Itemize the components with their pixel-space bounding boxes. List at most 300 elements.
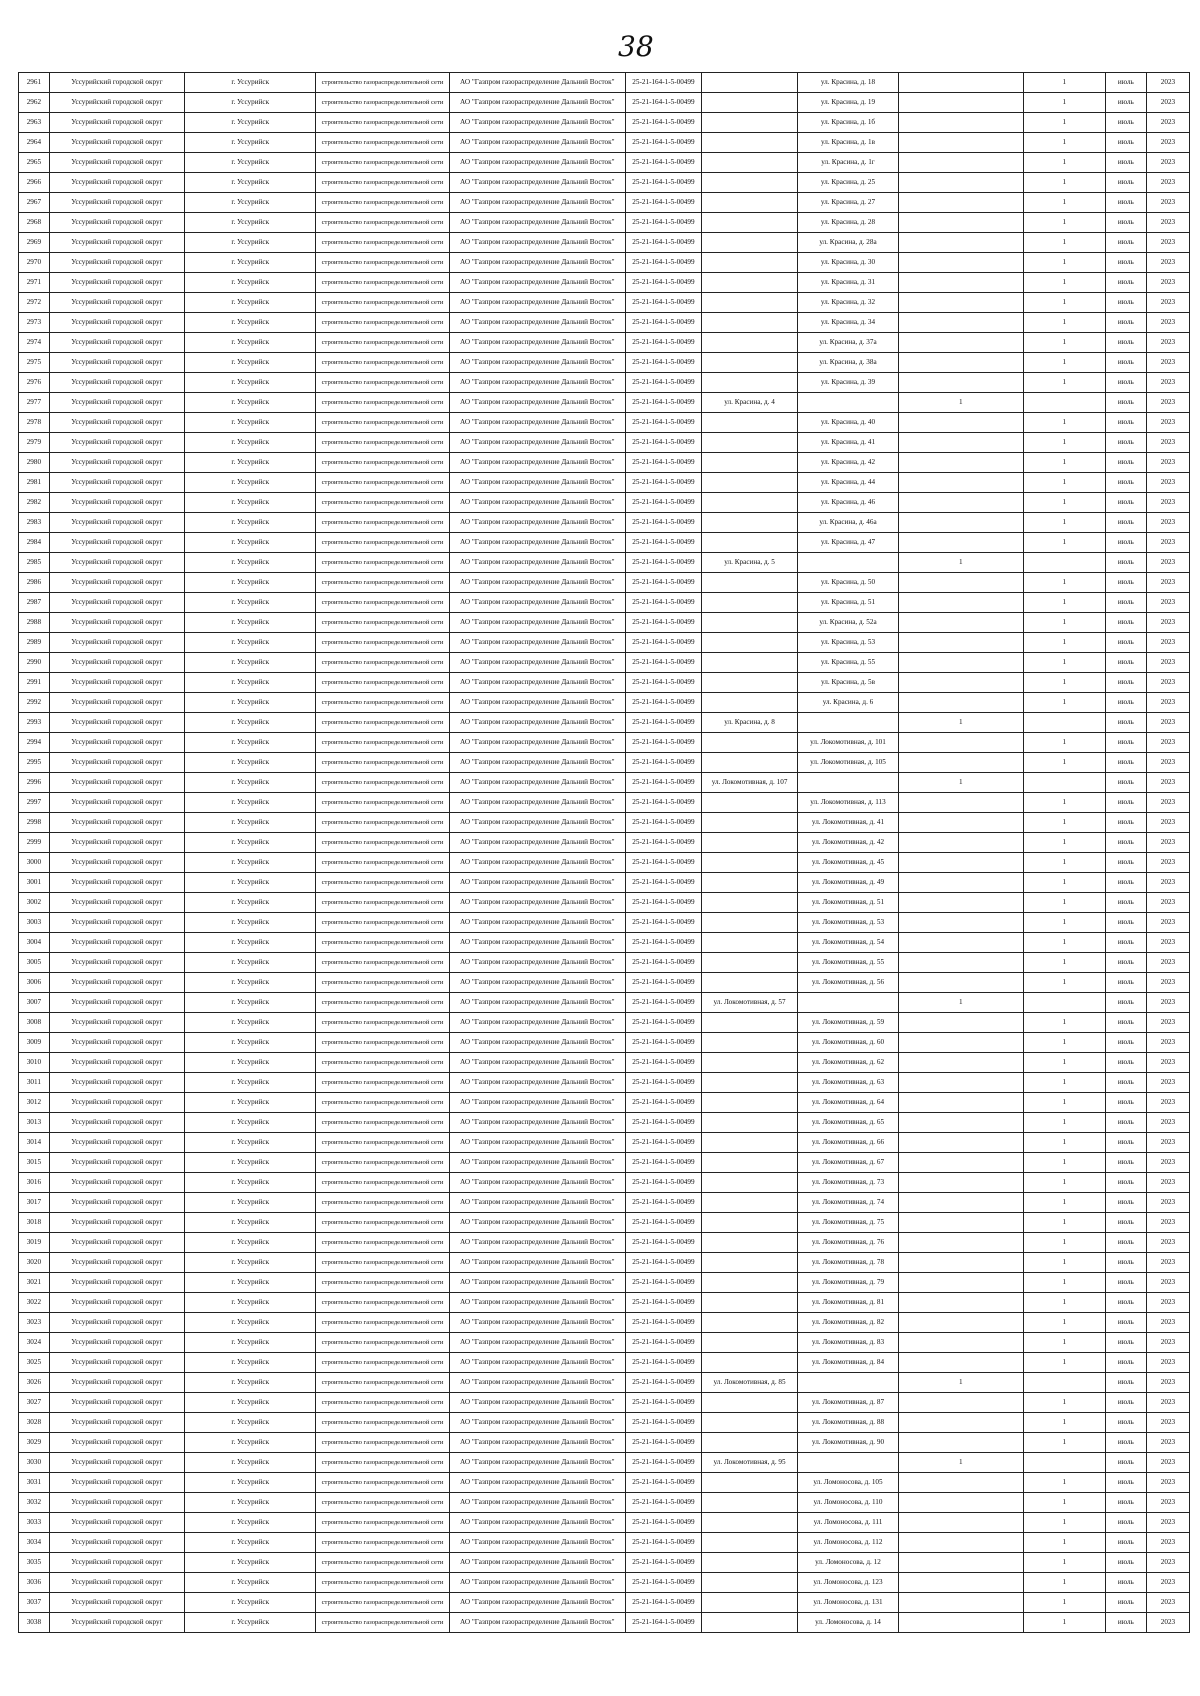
work-type-cell: строительство газораспределительной сети — [316, 173, 449, 193]
row-number: 2994 — [19, 733, 50, 753]
row-number: 3018 — [19, 1213, 50, 1233]
organization-cell: АО "Газпром газораспределение Дальний Восток" — [449, 1093, 625, 1113]
address-a-cell — [701, 93, 797, 113]
organization-cell: АО "Газпром газораспределение Дальний Восток" — [449, 913, 625, 933]
address-a-cell — [701, 1173, 797, 1193]
row-number: 3001 — [19, 873, 50, 893]
work-type-cell: строительство газораспределительной сети — [316, 1493, 449, 1513]
address-b-cell: ул. Красина, д. 40 — [798, 413, 898, 433]
address-b-cell: ул. Красина, д. 47 — [798, 533, 898, 553]
count-b-cell: 1 — [1023, 1313, 1105, 1333]
registry-table — [18, 72, 1190, 1633]
work-type-cell: строительство газораспределительной сети — [316, 1213, 449, 1233]
organization-cell: АО "Газпром газораспределение Дальний Восток" — [449, 653, 625, 673]
district-cell: Уссурийский городской округ — [49, 1313, 184, 1333]
district-cell: Уссурийский городской округ — [49, 1433, 184, 1453]
address-b-cell: ул. Красина, д. 18 — [798, 73, 898, 93]
year-cell: 2023 — [1146, 73, 1189, 93]
work-type-cell: строительство газораспределительной сети — [316, 993, 449, 1013]
city-cell: г. Уссурийск — [185, 1193, 316, 1213]
count-b-cell: 1 — [1023, 833, 1105, 853]
row-number: 2987 — [19, 593, 50, 613]
count-a-cell — [898, 1233, 1023, 1253]
count-a-cell — [898, 853, 1023, 873]
row-number: 2964 — [19, 133, 50, 153]
month-cell: июль — [1105, 913, 1146, 933]
work-type-cell: строительство газораспределительной сети — [316, 1153, 449, 1173]
address-b-cell: ул. Красина, д. 52а — [798, 613, 898, 633]
count-b-cell: 1 — [1023, 73, 1105, 93]
district-cell: Уссурийский городской округ — [49, 953, 184, 973]
year-cell: 2023 — [1146, 1153, 1189, 1173]
address-a-cell — [701, 633, 797, 653]
row-number: 3004 — [19, 933, 50, 953]
year-cell: 2023 — [1146, 673, 1189, 693]
address-a-cell — [701, 493, 797, 513]
city-cell: г. Уссурийск — [185, 1213, 316, 1233]
address-b-cell: ул. Красина, д. 30 — [798, 253, 898, 273]
table-row — [19, 1433, 1190, 1453]
year-cell: 2023 — [1146, 193, 1189, 213]
work-type-cell: строительство газораспределительной сети — [316, 673, 449, 693]
address-b-cell: ул. Локомотивная, д. 55 — [798, 953, 898, 973]
month-cell: июль — [1105, 1073, 1146, 1093]
year-cell: 2023 — [1146, 773, 1189, 793]
count-b-cell: 1 — [1023, 413, 1105, 433]
table-row — [19, 293, 1190, 313]
count-b-cell: 1 — [1023, 1393, 1105, 1413]
row-number: 2979 — [19, 433, 50, 453]
address-b-cell: ул. Красина, д. 55 — [798, 653, 898, 673]
count-a-cell — [898, 1253, 1023, 1273]
organization-cell: АО "Газпром газораспределение Дальний Восток" — [449, 1173, 625, 1193]
address-b-cell: ул. Локомотивная, д. 113 — [798, 793, 898, 813]
district-cell: Уссурийский городской округ — [49, 1113, 184, 1133]
city-cell: г. Уссурийск — [185, 473, 316, 493]
address-a-cell — [701, 1013, 797, 1033]
city-cell: г. Уссурийск — [185, 333, 316, 353]
work-type-cell: строительство газораспределительной сети — [316, 873, 449, 893]
district-cell: Уссурийский городской округ — [49, 373, 184, 393]
month-cell: июль — [1105, 213, 1146, 233]
work-type-cell: строительство газораспределительной сети — [316, 1013, 449, 1033]
row-number: 3028 — [19, 1413, 50, 1433]
count-b-cell: 1 — [1023, 233, 1105, 253]
work-type-cell: строительство газораспределительной сети — [316, 1033, 449, 1053]
organization-cell: АО "Газпром газораспределение Дальний Восток" — [449, 853, 625, 873]
district-cell: Уссурийский городской округ — [49, 1133, 184, 1153]
count-b-cell: 1 — [1023, 653, 1105, 673]
address-b-cell: ул. Красина, д. 46а — [798, 513, 898, 533]
address-a-cell — [701, 1133, 797, 1153]
work-type-cell: строительство газораспределительной сети — [316, 213, 449, 233]
address-a-cell — [701, 673, 797, 693]
count-a-cell — [898, 793, 1023, 813]
address-b-cell: ул. Локомотивная, д. 76 — [798, 1233, 898, 1253]
row-number: 3008 — [19, 1013, 50, 1033]
district-cell: Уссурийский городской округ — [49, 613, 184, 633]
row-number: 2991 — [19, 673, 50, 693]
district-cell: Уссурийский городской округ — [49, 593, 184, 613]
count-b-cell: 1 — [1023, 973, 1105, 993]
city-cell: г. Уссурийск — [185, 93, 316, 113]
organization-cell: АО "Газпром газораспределение Дальний Восток" — [449, 173, 625, 193]
count-b-cell: 1 — [1023, 1493, 1105, 1513]
address-a-cell — [701, 1353, 797, 1373]
registration-number-cell: 25-21-164-1-5-00499 — [626, 733, 702, 753]
city-cell: г. Уссурийск — [185, 1053, 316, 1073]
month-cell: июль — [1105, 433, 1146, 453]
year-cell: 2023 — [1146, 1393, 1189, 1413]
organization-cell: АО "Газпром газораспределение Дальний Восток" — [449, 1333, 625, 1353]
address-b-cell: ул. Локомотивная, д. 53 — [798, 913, 898, 933]
month-cell: июль — [1105, 793, 1146, 813]
work-type-cell: строительство газораспределительной сети — [316, 513, 449, 533]
district-cell: Уссурийский городской округ — [49, 1613, 184, 1633]
table-row — [19, 1533, 1190, 1553]
registration-number-cell: 25-21-164-1-5-00499 — [626, 253, 702, 273]
table-row — [19, 773, 1190, 793]
year-cell: 2023 — [1146, 293, 1189, 313]
organization-cell: АО "Газпром газораспределение Дальний Восток" — [449, 993, 625, 1013]
row-number: 3030 — [19, 1453, 50, 1473]
district-cell: Уссурийский городской округ — [49, 1253, 184, 1273]
address-b-cell: ул. Локомотивная, д. 83 — [798, 1333, 898, 1353]
table-row — [19, 733, 1190, 753]
organization-cell: АО "Газпром газораспределение Дальний Восток" — [449, 933, 625, 953]
table-row — [19, 753, 1190, 773]
address-a-cell — [701, 1233, 797, 1253]
count-a-cell: 1 — [898, 1373, 1023, 1393]
count-b-cell — [1023, 773, 1105, 793]
district-cell: Уссурийский городской округ — [49, 1293, 184, 1313]
year-cell: 2023 — [1146, 413, 1189, 433]
registration-number-cell: 25-21-164-1-5-00499 — [626, 773, 702, 793]
registration-number-cell: 25-21-164-1-5-00499 — [626, 693, 702, 713]
registration-number-cell: 25-21-164-1-5-00499 — [626, 493, 702, 513]
year-cell: 2023 — [1146, 593, 1189, 613]
month-cell: июль — [1105, 233, 1146, 253]
district-cell: Уссурийский городской округ — [49, 553, 184, 573]
month-cell: июль — [1105, 993, 1146, 1013]
count-b-cell: 1 — [1023, 1073, 1105, 1093]
address-a-cell — [701, 293, 797, 313]
row-number: 3034 — [19, 1533, 50, 1553]
address-a-cell — [701, 173, 797, 193]
address-b-cell: ул. Красина, д. 25 — [798, 173, 898, 193]
count-a-cell — [898, 1353, 1023, 1373]
city-cell: г. Уссурийск — [185, 593, 316, 613]
address-a-cell — [701, 973, 797, 993]
city-cell: г. Уссурийск — [185, 973, 316, 993]
year-cell: 2023 — [1146, 1473, 1189, 1493]
address-b-cell: ул. Локомотивная, д. 60 — [798, 1033, 898, 1053]
organization-cell: АО "Газпром газораспределение Дальний Восток" — [449, 573, 625, 593]
count-a-cell — [898, 273, 1023, 293]
count-a-cell — [898, 833, 1023, 853]
year-cell: 2023 — [1146, 933, 1189, 953]
city-cell: г. Уссурийск — [185, 433, 316, 453]
table-row — [19, 1613, 1190, 1633]
city-cell: г. Уссурийск — [185, 1553, 316, 1573]
organization-cell: АО "Газпром газораспределение Дальний Восток" — [449, 1073, 625, 1093]
registration-number-cell: 25-21-164-1-5-00499 — [626, 333, 702, 353]
work-type-cell: строительство газораспределительной сети — [316, 293, 449, 313]
count-a-cell — [898, 1333, 1023, 1353]
table-row — [19, 1233, 1190, 1253]
year-cell: 2023 — [1146, 693, 1189, 713]
city-cell: г. Уссурийск — [185, 1373, 316, 1393]
city-cell: г. Уссурийск — [185, 1313, 316, 1333]
organization-cell: АО "Газпром газораспределение Дальний Восток" — [449, 1233, 625, 1253]
address-a-cell — [701, 1473, 797, 1493]
organization-cell: АО "Газпром газораспределение Дальний Восток" — [449, 313, 625, 333]
row-number: 3020 — [19, 1253, 50, 1273]
month-cell: июль — [1105, 1593, 1146, 1613]
row-number: 3007 — [19, 993, 50, 1013]
count-a-cell — [898, 513, 1023, 533]
city-cell: г. Уссурийск — [185, 233, 316, 253]
address-a-cell — [701, 153, 797, 173]
count-a-cell — [898, 933, 1023, 953]
address-b-cell: ул. Локомотивная, д. 51 — [798, 893, 898, 913]
table-row — [19, 653, 1190, 673]
address-b-cell: ул. Локомотивная, д. 42 — [798, 833, 898, 853]
district-cell: Уссурийский городской округ — [49, 213, 184, 233]
address-b-cell: ул. Локомотивная, д. 90 — [798, 1433, 898, 1453]
year-cell: 2023 — [1146, 313, 1189, 333]
district-cell: Уссурийский городской округ — [49, 1033, 184, 1053]
count-a-cell — [898, 673, 1023, 693]
work-type-cell: строительство газораспределительной сети — [316, 553, 449, 573]
address-a-cell: ул. Красина, д. 4 — [701, 393, 797, 413]
organization-cell: АО "Газпром газораспределение Дальний Восток" — [449, 1613, 625, 1633]
month-cell: июль — [1105, 713, 1146, 733]
month-cell: июль — [1105, 753, 1146, 773]
registration-number-cell: 25-21-164-1-5-00499 — [626, 1393, 702, 1413]
count-b-cell: 1 — [1023, 1013, 1105, 1033]
year-cell: 2023 — [1146, 113, 1189, 133]
district-cell: Уссурийский городской округ — [49, 1513, 184, 1533]
table-row — [19, 1193, 1190, 1213]
registration-number-cell: 25-21-164-1-5-00499 — [626, 1133, 702, 1153]
registration-number-cell: 25-21-164-1-5-00499 — [626, 753, 702, 773]
registration-number-cell: 25-21-164-1-5-00499 — [626, 153, 702, 173]
table-row — [19, 553, 1190, 573]
month-cell: июль — [1105, 313, 1146, 333]
organization-cell: АО "Газпром газораспределение Дальний Восток" — [449, 633, 625, 653]
count-b-cell: 1 — [1023, 213, 1105, 233]
table-row — [19, 253, 1190, 273]
year-cell: 2023 — [1146, 493, 1189, 513]
organization-cell: АО "Газпром газораспределение Дальний Восток" — [449, 1013, 625, 1033]
city-cell: г. Уссурийск — [185, 73, 316, 93]
count-a-cell — [898, 93, 1023, 113]
work-type-cell: строительство газораспределительной сети — [316, 593, 449, 613]
address-a-cell — [701, 613, 797, 633]
city-cell: г. Уссурийск — [185, 1393, 316, 1413]
table-row — [19, 813, 1190, 833]
registration-number-cell: 25-21-164-1-5-00499 — [626, 133, 702, 153]
table-row — [19, 393, 1190, 413]
district-cell: Уссурийский городской округ — [49, 413, 184, 433]
address-a-cell — [701, 433, 797, 453]
address-a-cell — [701, 1393, 797, 1413]
address-b-cell: ул. Ломоносова, д. 105 — [798, 1473, 898, 1493]
organization-cell: АО "Газпром газораспределение Дальний Восток" — [449, 493, 625, 513]
count-a-cell — [898, 1013, 1023, 1033]
organization-cell: АО "Газпром газораспределение Дальний Восток" — [449, 1453, 625, 1473]
organization-cell: АО "Газпром газораспределение Дальний Восток" — [449, 1553, 625, 1573]
address-b-cell: ул. Локомотивная, д. 59 — [798, 1013, 898, 1033]
count-b-cell: 1 — [1023, 1353, 1105, 1373]
table-row — [19, 1133, 1190, 1153]
work-type-cell: строительство газораспределительной сети — [316, 913, 449, 933]
count-b-cell: 1 — [1023, 1333, 1105, 1353]
work-type-cell: строительство газораспределительной сети — [316, 1573, 449, 1593]
registration-number-cell: 25-21-164-1-5-00499 — [626, 713, 702, 733]
work-type-cell: строительство газораспределительной сети — [316, 273, 449, 293]
address-b-cell: ул. Ломоносова, д. 12 — [798, 1553, 898, 1573]
row-number: 2963 — [19, 113, 50, 133]
address-a-cell — [701, 193, 797, 213]
work-type-cell: строительство газораспределительной сети — [316, 713, 449, 733]
count-b-cell: 1 — [1023, 1193, 1105, 1213]
city-cell: г. Уссурийск — [185, 413, 316, 433]
month-cell: июль — [1105, 1493, 1146, 1513]
count-b-cell: 1 — [1023, 573, 1105, 593]
count-b-cell: 1 — [1023, 513, 1105, 533]
year-cell: 2023 — [1146, 1353, 1189, 1373]
table-row — [19, 1413, 1190, 1433]
count-b-cell: 1 — [1023, 593, 1105, 613]
address-a-cell — [701, 1533, 797, 1553]
address-b-cell: ул. Локомотивная, д. 82 — [798, 1313, 898, 1333]
table-row — [19, 1493, 1190, 1513]
district-cell: Уссурийский городской округ — [49, 273, 184, 293]
month-cell: июль — [1105, 293, 1146, 313]
year-cell: 2023 — [1146, 1273, 1189, 1293]
address-a-cell — [701, 113, 797, 133]
work-type-cell: строительство газораспределительной сети — [316, 1333, 449, 1353]
organization-cell: АО "Газпром газораспределение Дальний Восток" — [449, 773, 625, 793]
year-cell: 2023 — [1146, 173, 1189, 193]
table-row — [19, 413, 1190, 433]
registration-number-cell: 25-21-164-1-5-00499 — [626, 1433, 702, 1453]
count-a-cell — [898, 1593, 1023, 1613]
city-cell: г. Уссурийск — [185, 533, 316, 553]
district-cell: Уссурийский городской округ — [49, 653, 184, 673]
district-cell: Уссурийский городской округ — [49, 793, 184, 813]
table-row — [19, 993, 1190, 1013]
row-number: 3023 — [19, 1313, 50, 1333]
city-cell: г. Уссурийск — [185, 353, 316, 373]
work-type-cell: строительство газораспределительной сети — [316, 233, 449, 253]
year-cell: 2023 — [1146, 1013, 1189, 1033]
count-b-cell: 1 — [1023, 613, 1105, 633]
organization-cell: АО "Газпром газораспределение Дальний Восток" — [449, 1433, 625, 1453]
city-cell: г. Уссурийск — [185, 113, 316, 133]
count-b-cell: 1 — [1023, 1053, 1105, 1073]
address-b-cell: ул. Локомотивная, д. 74 — [798, 1193, 898, 1213]
table-row — [19, 1073, 1190, 1093]
count-b-cell: 1 — [1023, 193, 1105, 213]
count-b-cell: 1 — [1023, 313, 1105, 333]
count-b-cell: 1 — [1023, 1473, 1105, 1493]
registration-number-cell: 25-21-164-1-5-00499 — [626, 1333, 702, 1353]
district-cell: Уссурийский городской округ — [49, 853, 184, 873]
year-cell: 2023 — [1146, 233, 1189, 253]
city-cell: г. Уссурийск — [185, 173, 316, 193]
district-cell: Уссурийский городской округ — [49, 333, 184, 353]
district-cell: Уссурийский городской округ — [49, 293, 184, 313]
address-a-cell — [701, 1153, 797, 1173]
work-type-cell: строительство газораспределительной сети — [316, 1273, 449, 1293]
work-type-cell: строительство газораспределительной сети — [316, 533, 449, 553]
organization-cell: АО "Газпром газораспределение Дальний Восток" — [449, 213, 625, 233]
registration-number-cell: 25-21-164-1-5-00499 — [626, 433, 702, 453]
year-cell: 2023 — [1146, 1073, 1189, 1093]
organization-cell: АО "Газпром газораспределение Дальний Восток" — [449, 1513, 625, 1533]
row-number: 3016 — [19, 1173, 50, 1193]
work-type-cell: строительство газораспределительной сети — [316, 1193, 449, 1213]
table-row — [19, 193, 1190, 213]
year-cell: 2023 — [1146, 433, 1189, 453]
count-a-cell — [898, 1393, 1023, 1413]
district-cell: Уссурийский городской округ — [49, 473, 184, 493]
registration-number-cell: 25-21-164-1-5-00499 — [626, 1573, 702, 1593]
count-a-cell — [898, 533, 1023, 553]
district-cell: Уссурийский городской округ — [49, 1353, 184, 1373]
district-cell: Уссурийский городской округ — [49, 193, 184, 213]
table-row — [19, 1593, 1190, 1613]
address-a-cell — [701, 1493, 797, 1513]
count-a-cell — [898, 1413, 1023, 1433]
organization-cell: АО "Газпром газораспределение Дальний Восток" — [449, 953, 625, 973]
organization-cell: АО "Газпром газораспределение Дальний Восток" — [449, 1113, 625, 1133]
address-a-cell — [701, 793, 797, 813]
district-cell: Уссурийский городской округ — [49, 1093, 184, 1113]
count-b-cell: 1 — [1023, 1233, 1105, 1253]
city-cell: г. Уссурийск — [185, 753, 316, 773]
table-row — [19, 353, 1190, 373]
district-cell: Уссурийский городской округ — [49, 873, 184, 893]
row-number: 3006 — [19, 973, 50, 993]
district-cell: Уссурийский городской округ — [49, 1533, 184, 1553]
organization-cell: АО "Газпром газораспределение Дальний Восток" — [449, 1373, 625, 1393]
count-a-cell — [898, 1613, 1023, 1633]
address-b-cell: ул. Локомотивная, д. 56 — [798, 973, 898, 993]
table-row — [19, 1213, 1190, 1233]
year-cell: 2023 — [1146, 1433, 1189, 1453]
table-row — [19, 973, 1190, 993]
address-b-cell: ул. Красина, д. 32 — [798, 293, 898, 313]
registration-number-cell: 25-21-164-1-5-00499 — [626, 293, 702, 313]
address-a-cell — [701, 1573, 797, 1593]
address-a-cell — [701, 473, 797, 493]
table-row — [19, 1313, 1190, 1333]
month-cell: июль — [1105, 853, 1146, 873]
address-a-cell — [701, 693, 797, 713]
work-type-cell: строительство газораспределительной сети — [316, 653, 449, 673]
registration-number-cell: 25-21-164-1-5-00499 — [626, 1453, 702, 1473]
year-cell: 2023 — [1146, 653, 1189, 673]
count-a-cell — [898, 1213, 1023, 1233]
address-b-cell: ул. Красина, д. 39 — [798, 373, 898, 393]
address-a-cell — [701, 853, 797, 873]
district-cell: Уссурийский городской округ — [49, 573, 184, 593]
work-type-cell: строительство газораспределительной сети — [316, 1613, 449, 1633]
